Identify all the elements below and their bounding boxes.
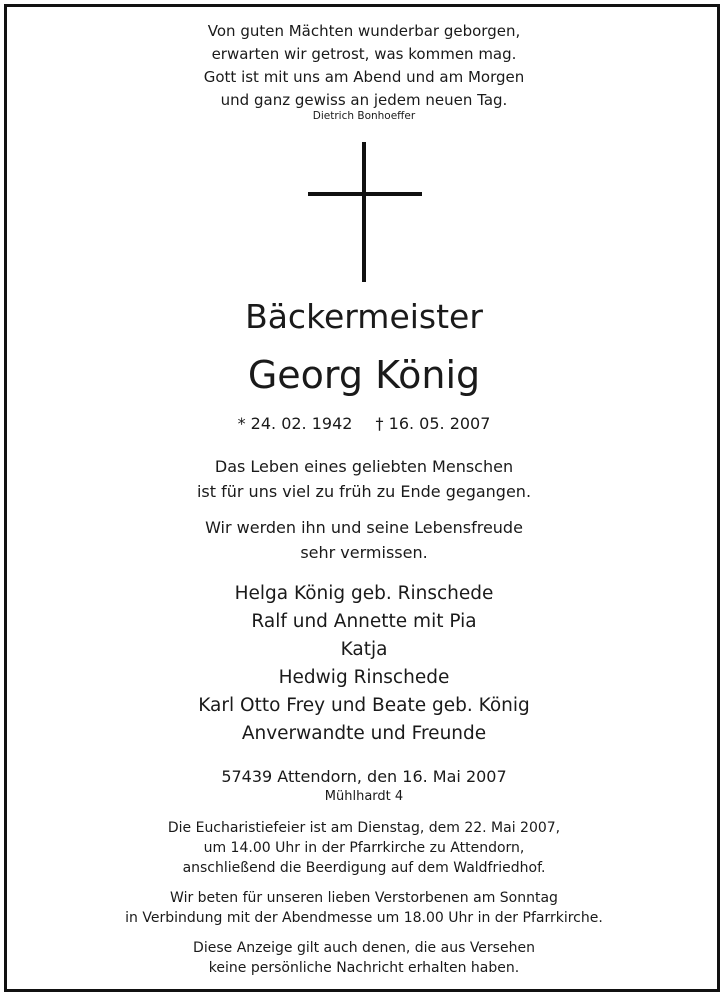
text-line: Wir werden ihn und seine Lebensfreude: [205, 518, 523, 537]
place-date: 57439 Attendorn, den 16. Mai 2007: [221, 767, 507, 786]
birth-date: * 24. 02. 1942: [237, 414, 353, 433]
deceased-title: Bäckermeister: [245, 297, 483, 336]
mourners-list: [0, 580, 728, 748]
prayer-info: [0, 888, 728, 928]
notice-line: Diese Anzeige gilt auch denen, die aus Versehen: [193, 940, 535, 956]
prayer-line: Wir beten für unseren lieben Verstorbenen am Sonntag: [170, 890, 558, 906]
poem-verse: [0, 20, 728, 112]
mourner-entry: Anverwandte und Freunde: [241, 723, 487, 744]
text-line: ist für uns viel zu früh zu Ende gegangen.: [196, 482, 532, 501]
address: Mühlhardt 4: [324, 789, 404, 804]
text-line: sehr vermissen.: [300, 543, 428, 562]
service-line: um 14.00 Uhr in der Pfarrkirche zu Attendorn,: [203, 840, 525, 856]
death-date: † 16. 05. 2007: [375, 414, 491, 433]
life-dates: [0, 414, 728, 433]
mourner-entry: Ralf und Annette mit Pia: [251, 611, 477, 632]
memorial-text-2: [0, 515, 728, 565]
deceased-name: Georg König: [247, 353, 481, 397]
poem-line: Von guten Mächten wunderbar geborgen,: [207, 22, 521, 40]
mourner-entry: Karl Otto Frey und Beate geb. König: [198, 695, 530, 716]
service-line: Die Eucharistiefeier ist am Dienstag, dem 22. Mai 2007,: [167, 820, 561, 836]
poem-line: Gott ist mit uns am Abend und am Morgen: [203, 68, 525, 86]
cross-horizontal-bar: [308, 192, 422, 196]
text-line: Das Leben eines geliebten Menschen: [214, 457, 514, 476]
mourner-entry: Helga König geb. Rinschede: [234, 583, 494, 604]
closing-notice: [0, 938, 728, 978]
notice-line: keine persönliche Nachricht erhalten haben.: [208, 960, 520, 976]
poem-line: und ganz gewiss an jedem neuen Tag.: [220, 91, 508, 109]
poem-author: Dietrich Bonhoeffer: [312, 110, 416, 122]
funeral-service-info: [0, 818, 728, 878]
memorial-text-1: [0, 454, 728, 504]
mourner-entry: Katja: [340, 639, 388, 660]
service-line: anschließend die Beerdigung auf dem Waldfriedhof.: [182, 860, 546, 876]
poem-line: erwarten wir getrost, was kommen mag.: [211, 45, 517, 63]
mourner-entry: Hedwig Rinschede: [278, 667, 450, 688]
prayer-line: in Verbindung mit der Abendmesse um 18.00 Uhr in der Pfarrkirche.: [125, 910, 603, 926]
cross-vertical-bar: [362, 142, 366, 282]
